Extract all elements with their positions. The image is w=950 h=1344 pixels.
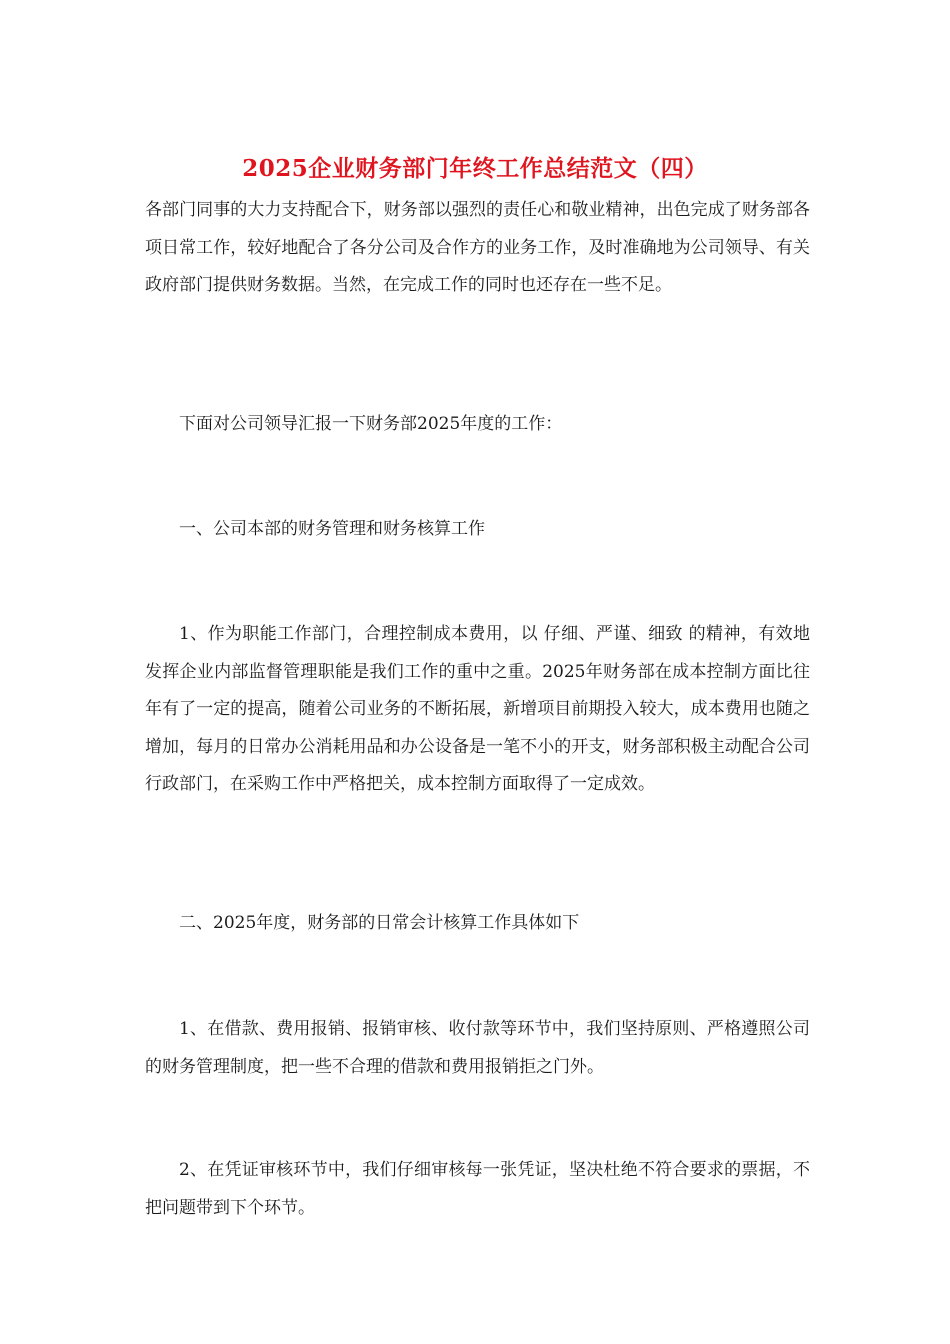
section-two-item-2: 2、在凭证审核环节中，我们仔细审核每一张凭证，坚决杜绝不符合要求的票据，不把问题带到下个环节。: [145, 1160, 810, 1218]
section-one-heading: 一、公司本部的财务管理和财务核算工作: [179, 519, 485, 539]
section-one-item-1: 1、作为职能工作部门，合理控制成本费用，以 仔细、严谨、细致 的精神，有效地发挥企业内部监督管理职能是我们工作的重中之重。2025年财务部在成本控制方面比往年有了一定的提高，随着公司业务的不断拓展，新增项目前期投入较大，成本费用也随之增加，每月的日常办公消耗用品和办公设备是一笔不小的开支，财务部积极主动配合公司行政部门，在采购工作中严格把关，成本控制方面取得了一定成效。: [145, 624, 810, 794]
section-two-item-1: 1、在借款、费用报销、报销审核、收付款等环节中，我们坚持原则、严格遵照公司的财务管理制度，把一些不合理的借款和费用报销拒之门外。: [145, 1019, 810, 1077]
document-title: 2025企业财务部门年终工作总结范文（四）: [242, 155, 708, 182]
report-intro-paragraph: 下面对公司领导汇报一下财务部2025年度的工作：: [179, 414, 563, 434]
section-two-heading: 二、2025年度，财务部的日常会计核算工作具体如下: [179, 913, 580, 933]
intro-paragraph: 各部门同事的大力支持配合下，财务部以强烈的责任心和敬业精神，出色完成了财务部各项日常工作，较好地配合了各分公司及合作方的业务工作，及时准确地为公司领导、有关政府部门提供财务数据。当然，在完成工作的同时也还存在一些不足。: [145, 200, 810, 295]
